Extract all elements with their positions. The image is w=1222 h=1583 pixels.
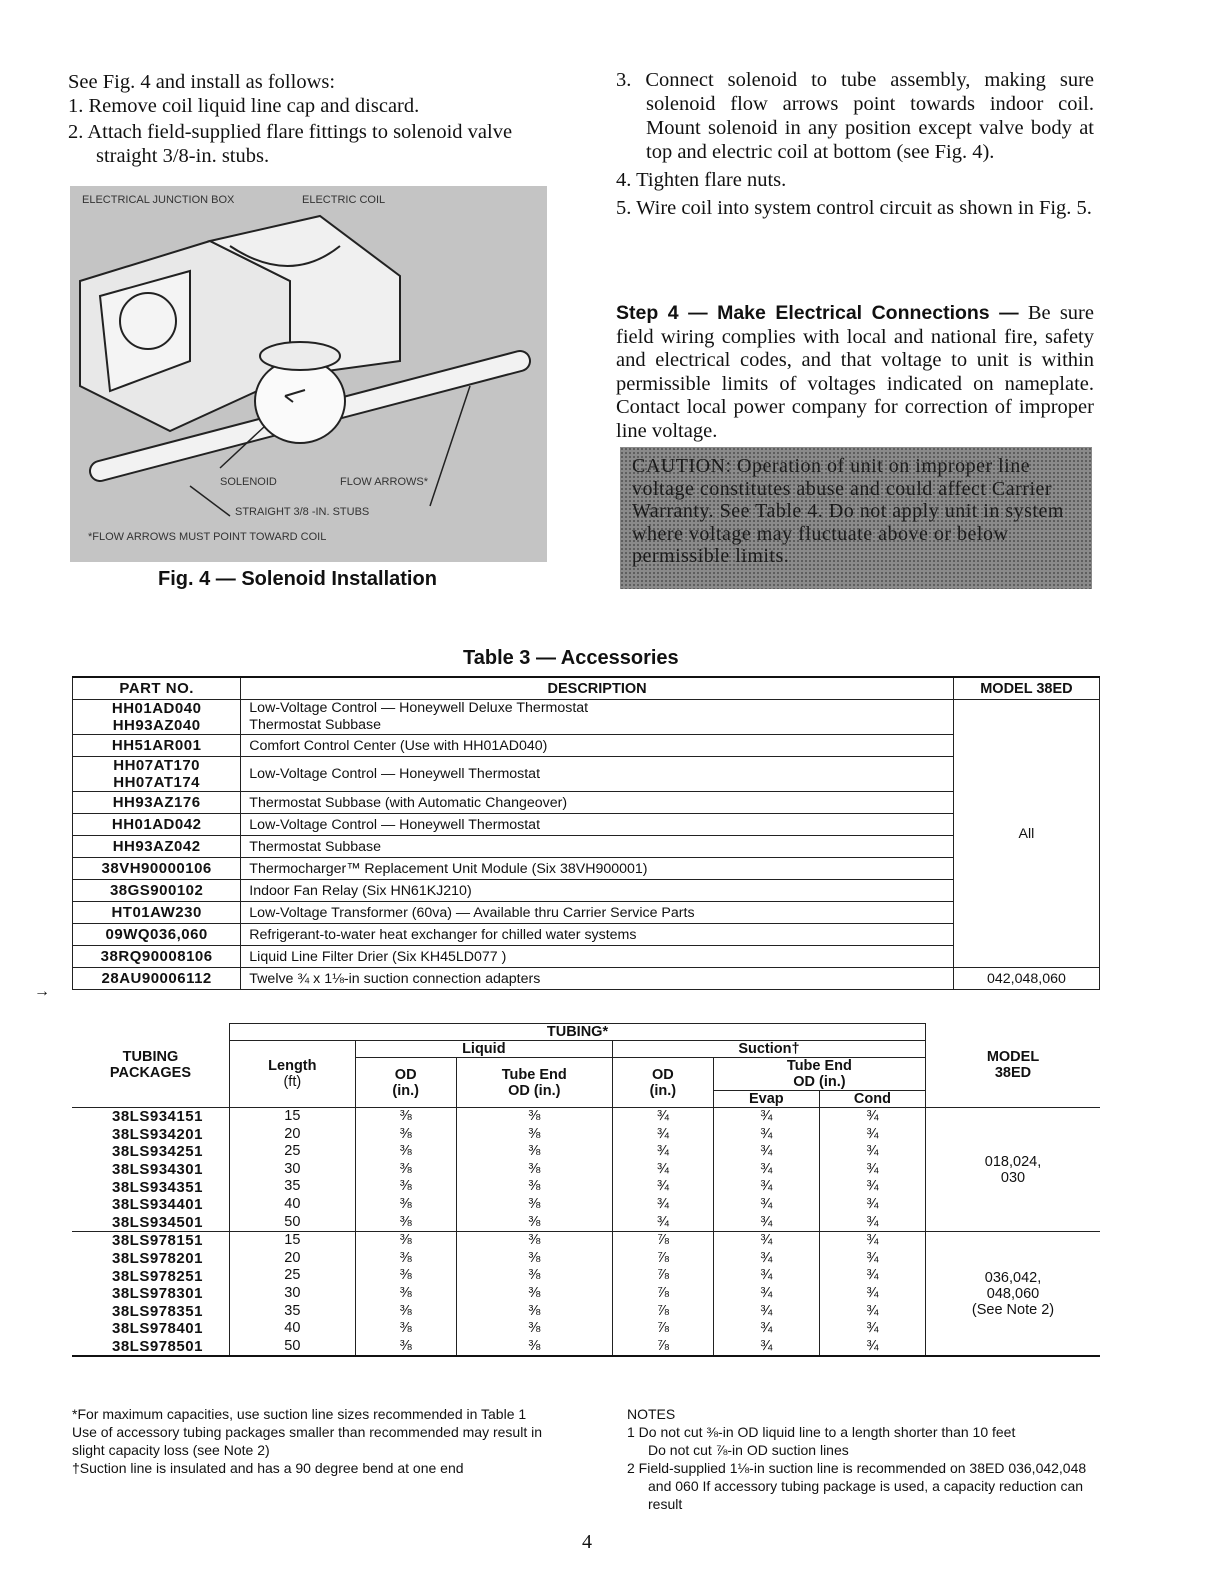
table-row [73,700,1100,735]
evap-cell: ¾ [713,1126,819,1144]
solenoid-body [255,359,345,443]
part-cell: HH93AZ042 [73,836,241,858]
package-cell: 38LS934351 [112,1178,203,1196]
evap-cell: ¾ [713,1338,819,1357]
desc-cell: Low-Voltage Control — Honeywell Thermostat [241,814,954,836]
suction-od-cell: ¾ [612,1214,713,1232]
liquid-tube-end-cell: ⅜ [456,1143,612,1161]
part-cell: HH51AR001 [73,735,241,757]
table-row [73,814,1100,836]
evap-cell: ¾ [713,1161,819,1179]
desc-cell: Low-Voltage Transformer (60va) — Available thru Carrier Service Parts [241,902,954,924]
evap-cell: ¾ [713,1108,819,1126]
part-cell: HH01AD040 HH93AZ040 [73,700,241,735]
package-cell: 38LS934401 [112,1196,203,1214]
cond-cell: ¾ [819,1126,925,1144]
length-cell: 40 [229,1320,355,1338]
label-junction-box: ELECTRICAL JUNCTION BOX [82,194,235,206]
desc-cell: Twelve ¾ x 1⅛-in suction connection adapters [241,968,954,990]
model-all-cell: All [953,700,1099,968]
footnotes-left [72,1405,552,1477]
liquid-od-cell: ⅜ [355,1214,456,1232]
package-cell: 38LS978251 [112,1267,203,1285]
step-4-body: Be sure field wiring complies with local and national fire, safety and electrical codes, and that voltage to unit is within permissible limits of voltages indicated on nameplate. Contact local power company for correction of improper line voltage. [616,302,1094,442]
accessories-table [72,676,1100,990]
header-suction: Suction† [612,1041,925,1058]
header-description: DESCRIPTION [241,677,954,700]
footnote-2: †Suction line is insulated and has a 90 degree bend at one end [72,1460,464,1476]
table-row [73,880,1100,902]
part-cell: HH07AT170 HH07AT174 [73,757,241,792]
step-2: 2. Attach field-supplied flare fittings to solenoid valve straight 3/8-in. stubs. [68,121,513,167]
cond-cell: ¾ [819,1161,925,1179]
right-column [616,68,1094,224]
table-row [73,968,1100,990]
suction-od-cell: ⅞ [612,1303,713,1321]
label-flow-note: *FLOW ARROWS MUST POINT TOWARD COIL [88,531,327,543]
evap-cell: ¾ [713,1303,819,1321]
evap-cell: ¾ [713,1320,819,1338]
step-5: 5. Wire coil into system control circuit as shown in Fig. 5. [616,197,1092,219]
caution-box: CAUTION: Operation of unit on improper line voltage constitutes abuse and could affect Carrier Warranty. See Table 4. Do not apply unit in system where voltage may fluctuate above or below permissible limits. [620,447,1092,589]
liquid-tube-end-cell: ⅜ [456,1320,612,1338]
liquid-od-cell: ⅜ [355,1108,456,1126]
note-1b: Do not cut ⅞-in OD suction lines [648,1442,849,1458]
label-flow-arrows: FLOW ARROWS* [340,476,429,488]
cond-cell: ¾ [819,1196,925,1214]
cond-cell: ¾ [819,1338,925,1357]
liquid-tube-end-cell: ⅜ [456,1196,612,1214]
part-cell: 38RQ90008106 [73,946,241,968]
liquid-tube-end-cell: ⅜ [456,1161,612,1179]
cond-cell: ¾ [819,1320,925,1338]
liquid-tube-end-cell: ⅜ [456,1303,612,1321]
suction-od-cell: ¾ [612,1178,713,1196]
suction-od-cell: ¾ [612,1126,713,1144]
desc-cell: Liquid Line Filter Drier (Six KH45LD077 ) [241,946,954,968]
notes-title: NOTES [627,1406,676,1422]
model-cell: 036,042, 048,060 (See Note 2) [926,1232,1100,1357]
suction-od-cell: ¾ [612,1143,713,1161]
part-cell: 09WQ036,060 [73,924,241,946]
package-cell: 38LS978401 [112,1320,203,1338]
header-tubing: TUBING* [229,1024,925,1041]
liquid-tube-end-cell: ⅜ [456,1267,612,1285]
liquid-od-cell: ⅜ [355,1250,456,1268]
figure-caption: Fig. 4 — Solenoid Installation [158,568,437,590]
page-number: 4 [582,1531,592,1553]
liquid-od-cell: ⅜ [355,1196,456,1214]
liquid-od-cell: ⅜ [355,1320,456,1338]
suction-od-cell: ¾ [612,1196,713,1214]
liquid-tube-end-cell: ⅜ [456,1126,612,1144]
liquid-od-cell: ⅜ [355,1178,456,1196]
length-cell: 50 [229,1214,355,1232]
step-4-section [616,302,1094,443]
length-cell: 40 [229,1196,355,1214]
header-liquid-od: OD (in.) [355,1058,456,1108]
package-cell: 38LS978351 [112,1302,203,1320]
length-cell: 30 [229,1161,355,1179]
package-cell: 38LS978301 [112,1285,203,1303]
length-cell: 35 [229,1178,355,1196]
evap-cell: ¾ [713,1250,819,1268]
header-cond: Cond [819,1091,925,1108]
cond-cell: ¾ [819,1285,925,1303]
length-cell: 30 [229,1285,355,1303]
header-liquid-tube-end: Tube End OD (in.) [456,1058,612,1108]
part-cell: 38GS900102 [73,880,241,902]
cond-cell: ¾ [819,1178,925,1196]
evap-cell: ¾ [713,1178,819,1196]
part-cell: HT01AW230 [73,902,241,924]
table-row [73,946,1100,968]
suction-od-cell: ¾ [612,1108,713,1126]
evap-cell: ¾ [713,1214,819,1232]
header-model: MODEL 38ED [953,677,1099,700]
table-row [73,735,1100,757]
evap-cell: ¾ [713,1232,819,1250]
desc-cell: Indoor Fan Relay (Six HN61KJ210) [241,880,954,902]
length-cell: 15 [229,1108,355,1126]
notes [627,1405,1107,1513]
model-cell: 042,048,060 [953,968,1099,990]
length-cell: 25 [229,1267,355,1285]
header-model-38ed: MODEL 38ED [926,1024,1100,1108]
step-3: 3. Connect solenoid to tube assembly, making sure solenoid flow arrows point towards indoor coil. Mount solenoid in any position except valve body at top and electric coil at bottom (see Fig. 4). [616,69,1094,163]
package-cell: 38LS978201 [112,1250,203,1268]
liquid-od-cell: ⅜ [355,1232,456,1250]
desc-cell: Thermocharger™ Replacement Unit Module (Six 38VH900001) [241,858,954,880]
liquid-od-cell: ⅜ [355,1126,456,1144]
length-cell: 50 [229,1338,355,1357]
length-cell: 35 [229,1303,355,1321]
cond-cell: ¾ [819,1214,925,1232]
table-row [73,902,1100,924]
part-cell: HH01AD042 [73,814,241,836]
package-cell: 38LS934251 [112,1143,203,1161]
header-length: Length (ft) [229,1041,355,1108]
header-packages: TUBING PACKAGES [109,1049,192,1082]
liquid-od-cell: ⅜ [355,1161,456,1179]
length-cell: 20 [229,1250,355,1268]
liquid-tube-end-cell: ⅜ [456,1285,612,1303]
cond-cell: ¾ [819,1303,925,1321]
intro-text: See Fig. 4 and install as follows: [68,71,336,93]
header-evap: Evap [713,1091,819,1108]
tubing-group-1 [72,1108,1100,1232]
suction-od-cell: ⅞ [612,1285,713,1303]
evap-cell: ¾ [713,1267,819,1285]
desc-cell: Low-Voltage Control — Honeywell Deluxe Thermostat Thermostat Subbase [241,700,954,735]
package-cell: 38LS934501 [112,1213,203,1231]
label-electric-coil: ELECTRIC COIL [302,194,386,206]
desc-cell: Thermostat Subbase [241,836,954,858]
model-cell: 018,024, 030 [926,1108,1100,1232]
step-4-heading: Step 4 — Make Electrical Connections — [616,302,1019,324]
arrow-marker: → [34,983,50,1000]
table-row [73,836,1100,858]
note-1a: 1 Do not cut ⅜-in OD liquid line to a length shorter than 10 feet [627,1424,1016,1440]
evap-cell: ¾ [713,1285,819,1303]
left-column [68,70,548,170]
part-cell: 38VH90000106 [73,858,241,880]
liquid-tube-end-cell: ⅜ [456,1214,612,1232]
desc-cell: Comfort Control Center (Use with HH01AD040) [241,735,954,757]
table-row [73,924,1100,946]
desc-cell: Thermostat Subbase (with Automatic Changeover) [241,792,954,814]
suction-od-cell: ¾ [612,1161,713,1179]
table-title: Table 3 — Accessories [463,647,679,669]
suction-od-cell: ⅞ [612,1338,713,1357]
header-suction-tube-end: Tube End OD (in.) [713,1058,925,1091]
header-liquid: Liquid [355,1041,612,1058]
desc-cell: Refrigerant-to-water heat exchanger for chilled water systems [241,924,954,946]
table-row [72,1108,1100,1126]
table-row [73,858,1100,880]
liquid-tube-end-cell: ⅜ [456,1250,612,1268]
suction-od-cell: ⅞ [612,1250,713,1268]
cond-cell: ¾ [819,1108,925,1126]
liquid-od-cell: ⅜ [355,1267,456,1285]
package-cell: 38LS978501 [112,1338,203,1356]
cond-cell: ¾ [819,1143,925,1161]
desc-cell: Low-Voltage Control — Honeywell Thermostat [241,757,954,792]
solenoid-figure [70,186,547,562]
cond-cell: ¾ [819,1232,925,1250]
step-1: 1. Remove coil liquid line cap and discard. [68,95,420,117]
step-4: 4. Tighten flare nuts. [616,169,787,191]
footnote-1: *For maximum capacities, use suction line sizes recommended in Table 1 Use of accessory tubing packages smaller than recommended may result in slight capacity loss (see Note 2) [72,1406,542,1458]
evap-cell: ¾ [713,1143,819,1161]
length-cell: 20 [229,1126,355,1144]
cond-cell: ¾ [819,1267,925,1285]
package-cell: 38LS934301 [112,1161,203,1179]
label-solenoid: SOLENOID [220,476,277,488]
tubing-table [72,1023,1100,1357]
liquid-tube-end-cell: ⅜ [456,1232,612,1250]
liquid-od-cell: ⅜ [355,1338,456,1357]
suction-od-cell: ⅞ [612,1320,713,1338]
length-cell: 25 [229,1143,355,1161]
liquid-tube-end-cell: ⅜ [456,1338,612,1357]
note-2: 2 Field-supplied 1⅛-in suction line is recommended on 38ED 036,042,048 and 060 If accessory tubing package is used, a capacity reduction can result [627,1460,1087,1512]
liquid-od-cell: ⅜ [355,1303,456,1321]
suction-od-cell: ⅞ [612,1232,713,1250]
package-cell: 38LS978151 [112,1232,203,1250]
liquid-tube-end-cell: ⅜ [456,1178,612,1196]
liquid-od-cell: ⅜ [355,1143,456,1161]
header-suction-od: OD (in.) [612,1058,713,1108]
evap-cell: ¾ [713,1196,819,1214]
header-part-no: PART NO. [73,677,241,700]
liquid-tube-end-cell: ⅜ [456,1108,612,1126]
package-cell: 38LS934201 [112,1125,203,1143]
label-stubs: STRAIGHT 3/8 -IN. STUBS [235,506,370,518]
table-row [73,757,1100,792]
part-cell: HH93AZ176 [73,792,241,814]
solenoid-top [260,342,340,370]
table-row [72,1232,1100,1250]
part-cell: 28AU90006112 [73,968,241,990]
tubing-group-2 [72,1232,1100,1357]
length-cell: 15 [229,1232,355,1250]
package-cell: 38LS934151 [112,1108,203,1126]
liquid-od-cell: ⅜ [355,1285,456,1303]
cond-cell: ¾ [819,1250,925,1268]
table-row [73,792,1100,814]
suction-od-cell: ⅞ [612,1267,713,1285]
